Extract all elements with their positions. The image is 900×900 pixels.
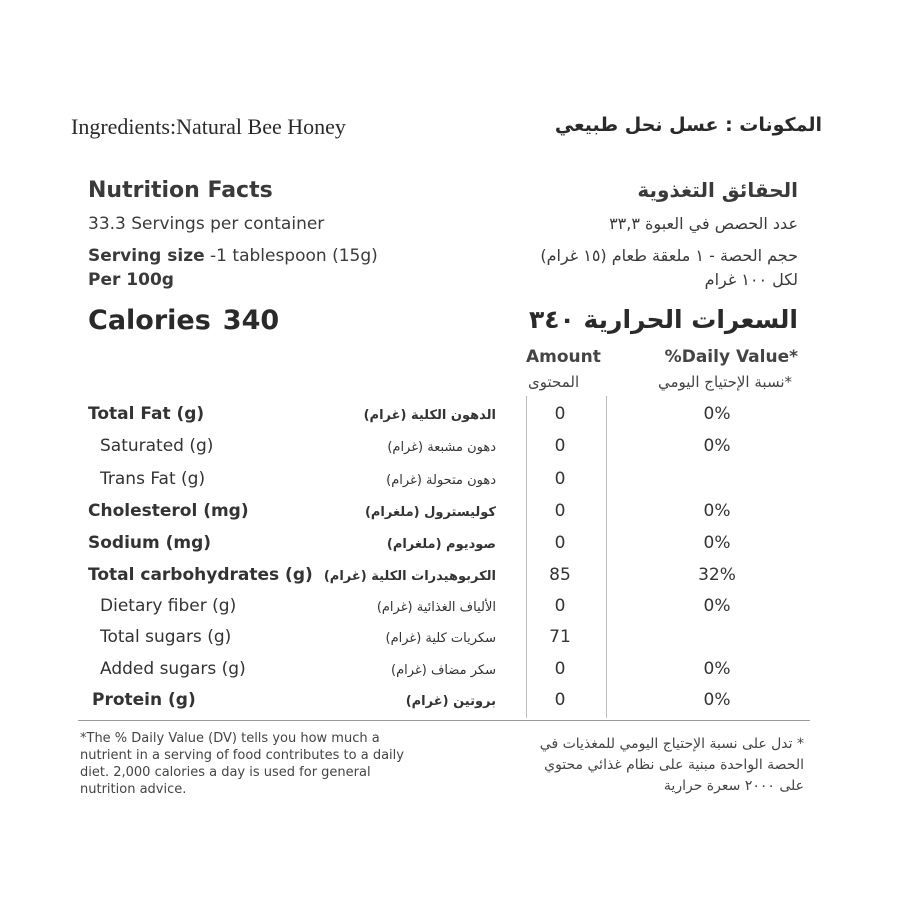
nutrient-amount: 0 bbox=[554, 690, 566, 710]
nutrient-name-ar: بروتين (غرام) bbox=[405, 694, 496, 709]
nutrient-name-en: Total Fat (g) bbox=[88, 404, 205, 424]
servings-per-container-ar: عدد الحصص في العبوة ٣٣,٣ bbox=[609, 214, 798, 233]
nutrient-name-en: Cholesterol (mg) bbox=[88, 501, 249, 521]
calories-label: Calories bbox=[88, 305, 211, 336]
nutrition-facts-title-ar: الحقائق التغذوية bbox=[637, 178, 798, 202]
nutrient-name-ar: سكر مضاف (غرام) bbox=[391, 663, 496, 678]
nutrient-daily-value: 0% bbox=[703, 501, 731, 521]
nutrient-name-en: Trans Fat (g) bbox=[100, 469, 206, 489]
servings-per-container-en: 33.3 Servings per container bbox=[88, 214, 325, 234]
footnote-divider bbox=[78, 720, 810, 721]
nutrient-name-ar: دهون متحولة (غرام) bbox=[386, 473, 496, 488]
nutrient-amount: 0 bbox=[554, 436, 566, 456]
nutrient-name-en: Saturated (g) bbox=[100, 436, 214, 456]
per-100g-ar: لكل ١٠٠ غرام bbox=[704, 270, 798, 289]
nutrient-amount: 0 bbox=[554, 533, 566, 553]
nutrient-name-ar: الألياف الغذائية (غرام) bbox=[376, 600, 496, 615]
footnote-line: *The % Daily Value (DV) tells you how much a bbox=[80, 731, 380, 746]
nutrient-name-ar: صوديوم (ملغرام) bbox=[386, 537, 496, 552]
nutrient-name-ar: الدهون الكلية (غرام) bbox=[363, 408, 496, 423]
nutrient-amount: 0 bbox=[554, 596, 566, 616]
nutrient-name-en: Sodium (mg) bbox=[88, 533, 212, 553]
nutrient-daily-value: 0% bbox=[703, 690, 731, 710]
nutrient-amount: 0 bbox=[554, 469, 566, 489]
nutrient-name-ar: كوليسترول (ملغرام) bbox=[364, 505, 496, 520]
amount-header-en: Amount bbox=[526, 347, 601, 367]
calories-en bbox=[88, 305, 279, 336]
serving-size-ar: حجم الحصة - ١ ملعقة طعام (١٥ غرام) bbox=[540, 246, 798, 265]
footnote-line-ar: * تدل على نسبة الإحتياج اليومي للمغذيات في bbox=[539, 736, 804, 752]
footnote-line: diet. 2,000 calories a day is used for general bbox=[80, 765, 371, 780]
footnote-line-ar: على ٢٠٠٠ سعرة حرارية bbox=[663, 778, 804, 794]
nutrient-amount: 71 bbox=[549, 627, 571, 647]
calories-ar bbox=[529, 305, 798, 334]
nutrient-daily-value: 0% bbox=[703, 436, 731, 456]
nutrient-amount: 0 bbox=[554, 404, 566, 424]
column-divider-daily-value bbox=[606, 396, 607, 718]
serving-size-en bbox=[88, 246, 378, 266]
daily-value-header-en: *Daily Value% bbox=[664, 347, 798, 367]
ingredients-ar: المكونات : عسل نحل طبيعي bbox=[554, 114, 822, 136]
nutrient-name-en: Added sugars (g) bbox=[100, 659, 246, 679]
nutrient-amount: 0 bbox=[554, 659, 566, 679]
amount-header-ar: المحتوى bbox=[528, 373, 580, 391]
footnote-line: nutrition advice. bbox=[80, 782, 187, 797]
serving-size-label: Serving size bbox=[88, 246, 205, 266]
footnote-line: nutrient in a serving of food contributes to a daily bbox=[80, 748, 404, 763]
nutrient-name-en: Dietary fiber (g) bbox=[100, 596, 237, 616]
calories-value-ar: ٣٤٠ bbox=[529, 305, 575, 334]
nutrient-daily-value: 0% bbox=[703, 533, 731, 553]
nutrition-facts-title-en: Nutrition Facts bbox=[88, 178, 273, 203]
footnote-ar bbox=[444, 734, 804, 797]
nutrient-amount: 85 bbox=[549, 565, 571, 585]
footnote-line-ar: الحصة الواحدة مبنية على نظام غذائي محتوي bbox=[544, 757, 804, 773]
nutrient-name-en: Protein (g) bbox=[92, 690, 196, 710]
calories-value: 340 bbox=[222, 305, 280, 336]
nutrient-name-ar: الكربوهيدرات الكلية (غرام) bbox=[323, 569, 496, 584]
nutrient-daily-value: 0% bbox=[703, 596, 731, 616]
nutrient-name-ar: دهون مشبعة (غرام) bbox=[387, 440, 496, 455]
nutrient-amount: 0 bbox=[554, 501, 566, 521]
serving-size-value: -1 tablespoon (15g) bbox=[204, 246, 378, 266]
nutrient-name-en: Total sugars (g) bbox=[100, 627, 232, 647]
footnote-en bbox=[80, 730, 450, 798]
daily-value-header-ar: *نسبة الإحتياج اليومي bbox=[657, 373, 792, 391]
calories-label-ar: السعرات الحرارية bbox=[583, 305, 798, 334]
nutrient-daily-value: 0% bbox=[703, 404, 731, 424]
ingredients-en: Ingredients:Natural Bee Honey bbox=[71, 114, 346, 139]
nutrient-daily-value: 0% bbox=[703, 659, 731, 679]
column-divider-amount bbox=[526, 396, 527, 718]
per-100g-en: Per 100g bbox=[88, 270, 174, 290]
nutrient-daily-value: 32% bbox=[698, 565, 736, 585]
nutrient-name-en: Total carbohydrates (g) bbox=[88, 565, 313, 585]
nutrient-name-ar: سكريات كلية (غرام) bbox=[385, 631, 496, 646]
